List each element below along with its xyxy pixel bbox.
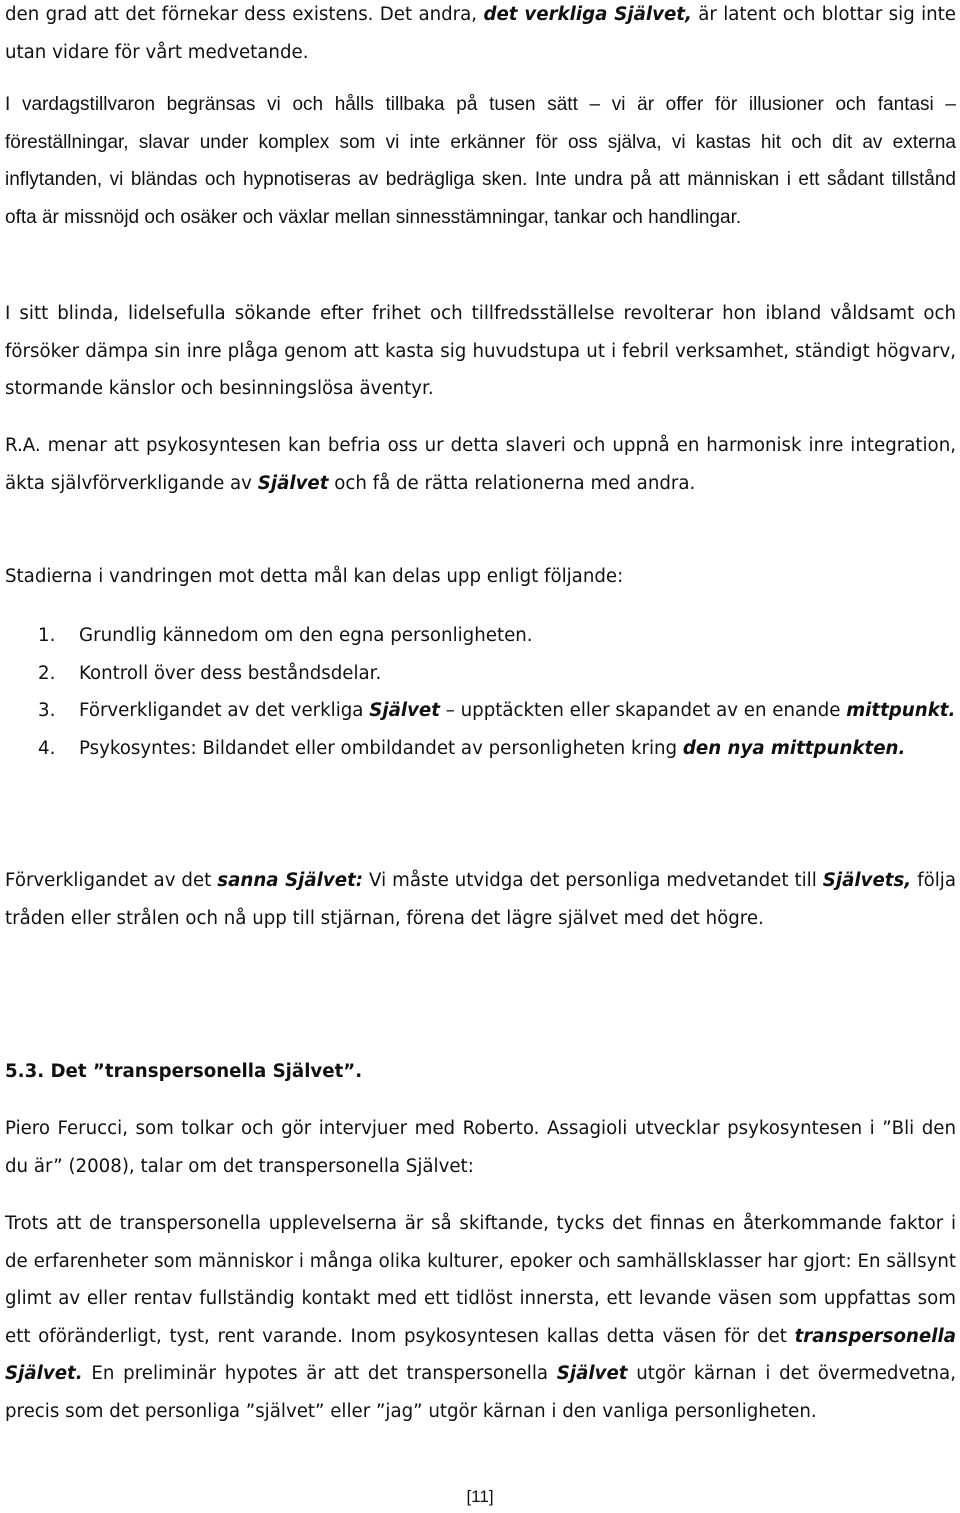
text-span: Psykosyntes: Bildandet eller ombildandet av personligheten kring: [79, 737, 683, 759]
emphasis-text: sanna Självet:: [217, 870, 364, 891]
text-span: Grundlig kännedom om den egna personligheten.: [79, 625, 533, 646]
text-span: är latent och blottar sig inte utan vidare för vårt medvetande.: [5, 4, 956, 63]
list-item: [38, 692, 956, 730]
paragraph-8: [5, 1205, 956, 1430]
paragraph-5: Stadierna i vandringen mot detta mål kan delas upp enligt följande:: [5, 566, 624, 587]
text-span: En preliminär hypotes är att det transpersonella: [82, 1363, 557, 1384]
text-span: Förverkligandet av det verkliga: [79, 700, 370, 721]
page-number: [11]: [466, 1487, 494, 1506]
list-number: 4.: [38, 737, 56, 759]
list-text: [79, 617, 956, 655]
list-number: 3.: [38, 700, 56, 721]
emphasis-text: Självets,: [822, 870, 912, 891]
list-text: [79, 730, 956, 768]
section-heading: 5.3. Det ”transpersonella Självet”.: [5, 1061, 363, 1082]
list-number: 1.: [38, 625, 56, 646]
emphasis-text: Självet: [556, 1363, 628, 1384]
text-span: Trots att de transpersonella upplevelserna är så skiftande, tycks det finnas en återkommande faktor i de erfarenheter som människor i många olika kulturer, epoker och samhällsklasser har gjort: En sällsynt glimt av eller rentav fullständig kontakt med ett tidlöst innersta, ett levande väsen som uppfattas som ett oföränderligt, tyst, rent varande. Inom psykosyntesen kallas detta väsen för det: [5, 1213, 956, 1347]
text-span: den grad att det förnekar dess existens. Det andra,: [5, 4, 484, 25]
text-span: utgör kärnan i det övermedvetna, precis som det personliga ”självet” eller ”jag” utgör kärnan i den vanliga personligheten.: [5, 1363, 956, 1422]
emphasis-text: Självet: [369, 700, 440, 721]
list-item: [38, 655, 956, 693]
text-span: R.A. menar att psykosyntesen kan befria oss ur detta slaveri och uppnå en harmonisk inre integration, äkta självförverkligande av: [5, 435, 956, 494]
paragraph-1: [5, 0, 956, 71]
emphasis-text: transpersonella Självet.: [5, 1325, 956, 1384]
paragraph-6: [5, 862, 956, 937]
text-span: Förverkligandet av det: [5, 870, 218, 891]
emphasis-text: den nya mittpunkten.: [682, 737, 906, 759]
list-item: [38, 730, 956, 768]
text-span: – upptäckten eller skapandet av en enande: [439, 700, 847, 721]
paragraph-7: Piero Ferucci, som tolkar och gör intervjuer med Roberto. Assagioli utvecklar psykosyntesen i ”Bli den du är” (2008), talar om det transpersonella Självet:: [5, 1118, 956, 1177]
list-item: [38, 617, 956, 655]
list-number: 2.: [38, 662, 56, 684]
emphasis-text: det verkliga Självet,: [483, 4, 692, 25]
stages-list: [38, 617, 956, 767]
text-span: och få de rätta relationerna med andra.: [328, 472, 696, 494]
emphasis-text: mittpunkt.: [846, 700, 956, 721]
list-text: [79, 655, 956, 693]
paragraph-2: I vardagstillvaron begränsas vi och hålls tillbaka på tusen sätt – vi är offer för illusioner och fantasi – föreställningar, slavar under komplex som vi inte erkänner för oss själva, vi kastas hit och dit av externa inflytanden, vi bländas och hypnotiseras av bedrägliga sken. Inte undra på att människan i ett sådant tillstånd ofta är missnöjd och osäker och växlar mellan sinnesstämningar, tankar och handlingar.: [5, 94, 956, 228]
paragraph-3: I sitt blinda, lidelsefulla sökande efter frihet och tillfredsställelse revolterar hon ibland våldsamt och försöker dämpa sin inre plåga genom att kasta sig huvudstupa ut i febril verksamhet, ständigt högvarv, stormande känslor och besinningslösa äventyr.: [5, 303, 956, 399]
emphasis-text: Självet: [257, 472, 329, 494]
text-span: Kontroll över dess beståndsdelar.: [79, 662, 382, 684]
text-span: följa tråden eller strålen och nå upp till stjärnan, förena det lägre självet med det högre.: [5, 870, 956, 929]
list-text: [79, 692, 956, 730]
text-span: Vi måste utvidga det personliga medvetandet till: [363, 870, 823, 891]
paragraph-4: [5, 427, 956, 502]
